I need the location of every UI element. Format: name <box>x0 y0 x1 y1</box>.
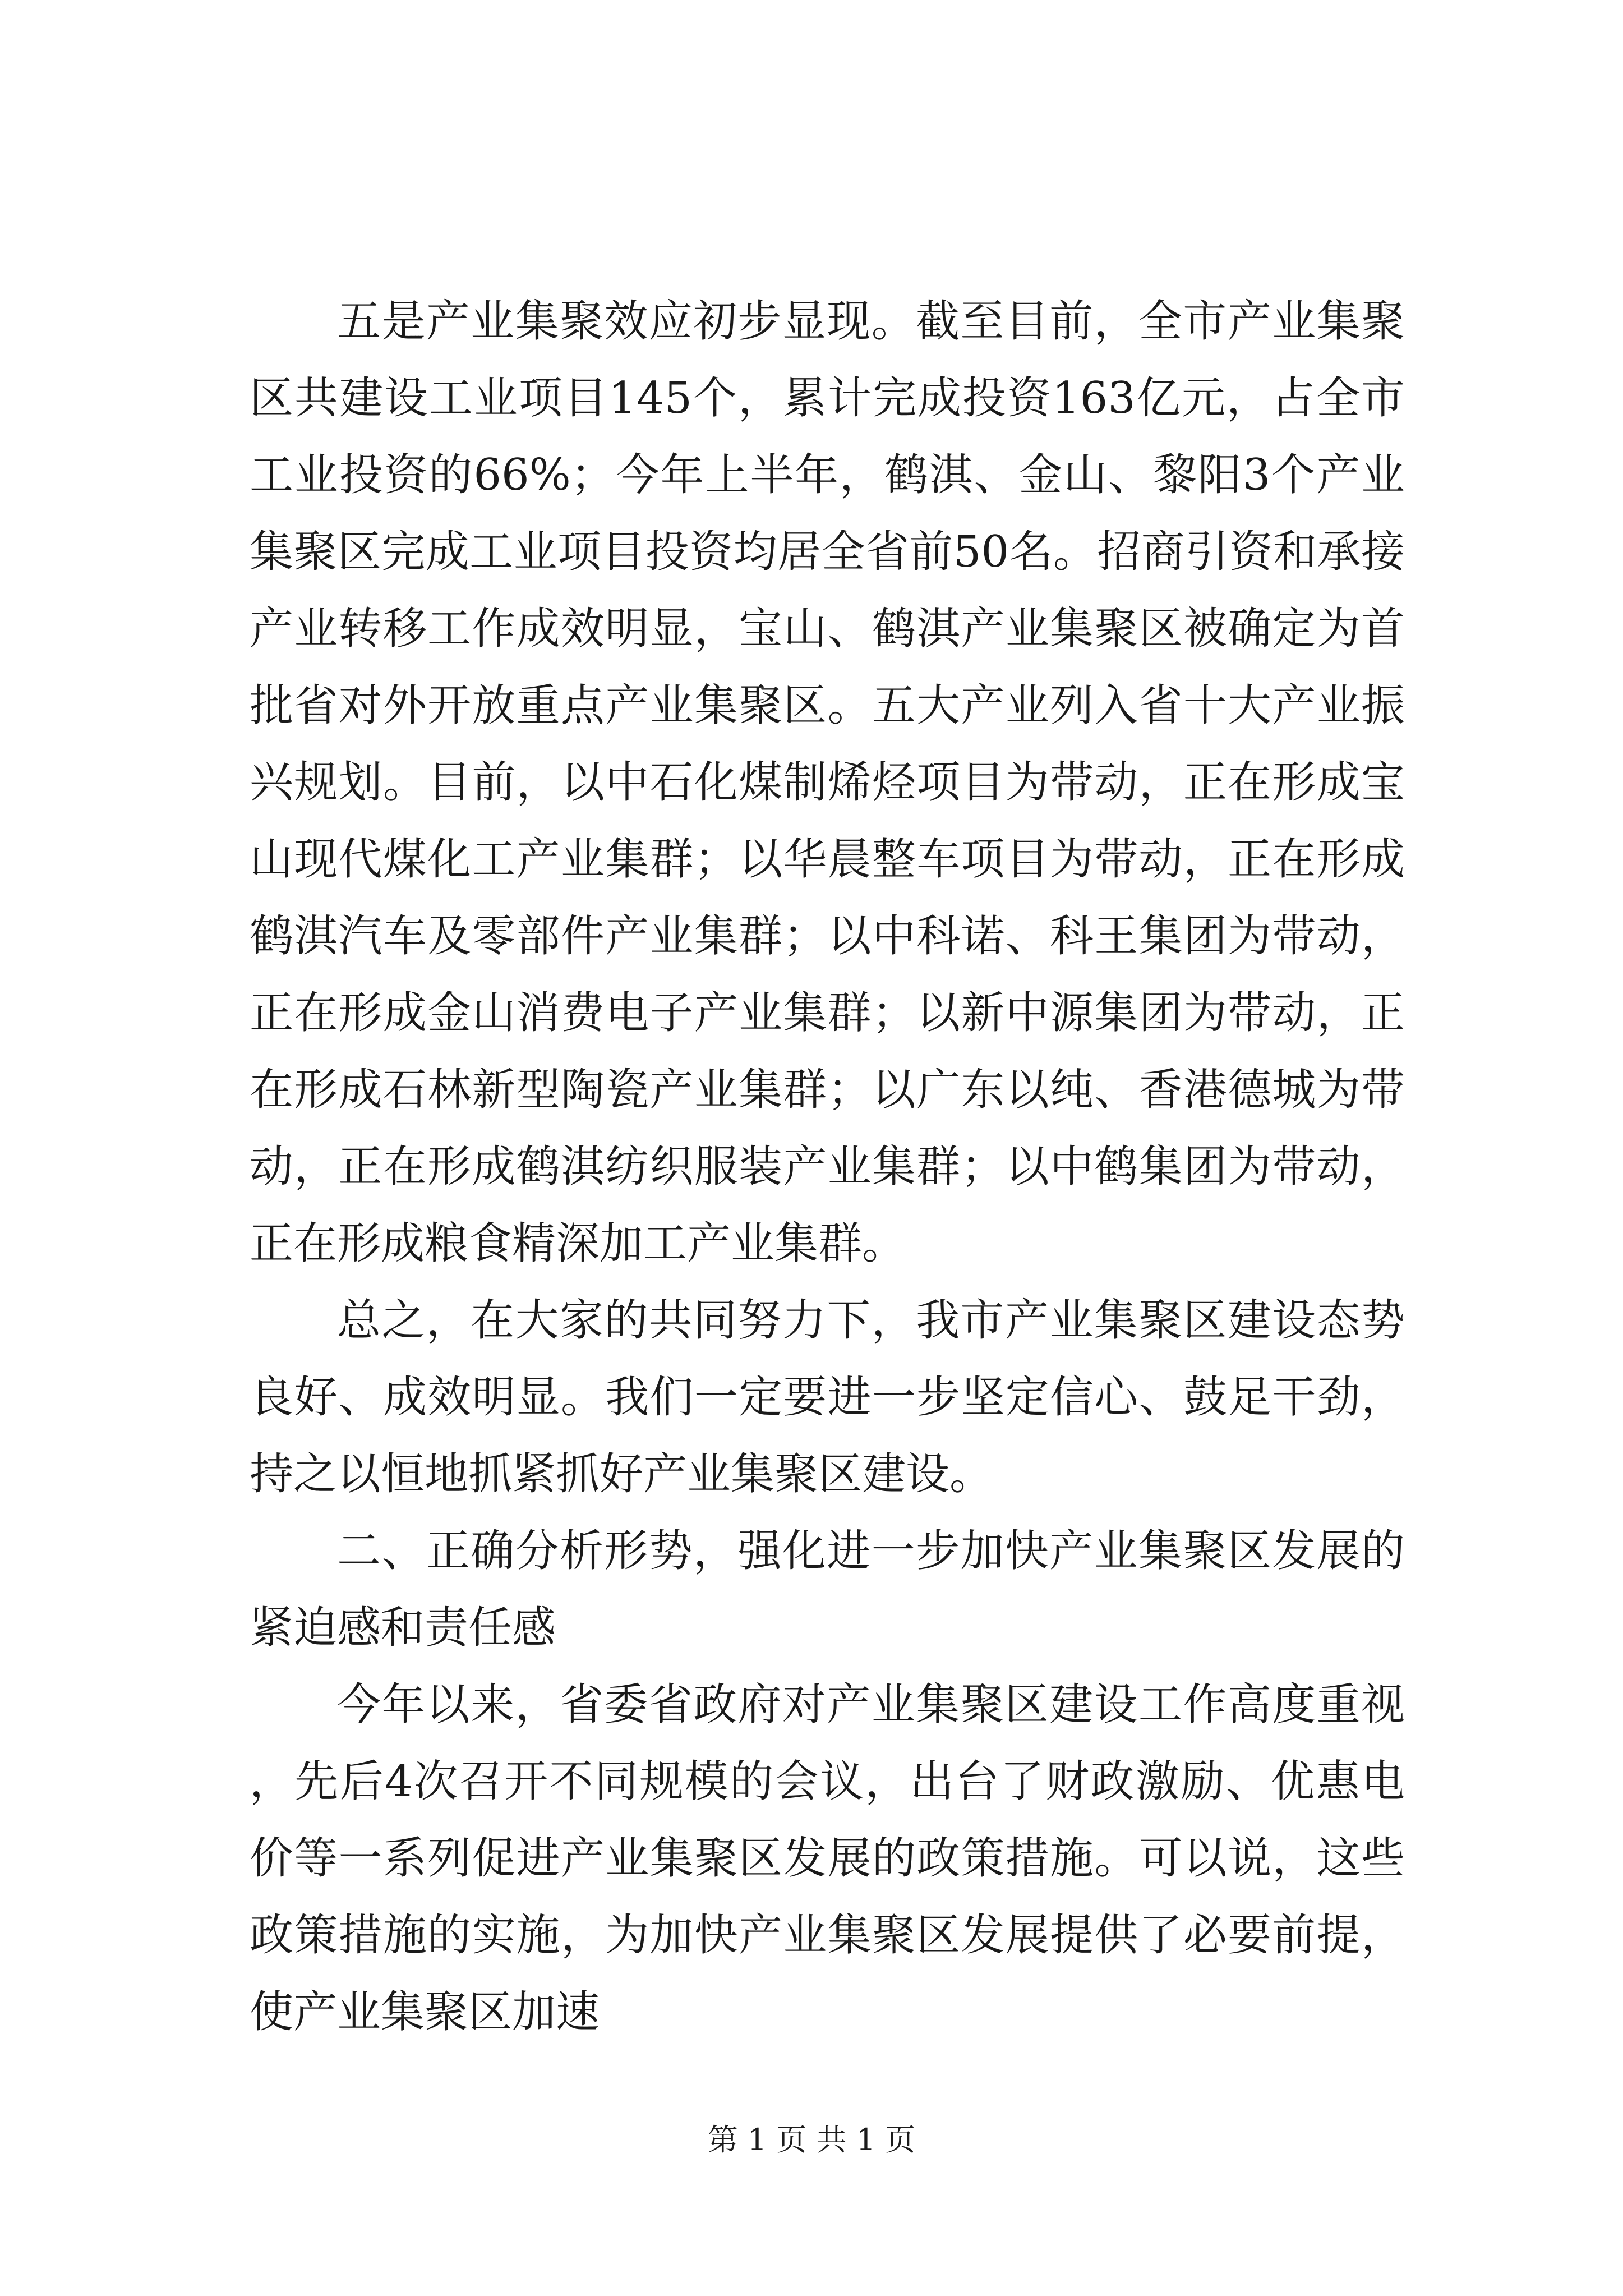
paragraph-summary: 总之，在大家的共同努力下，我市产业集聚区建设态势良好、成效明显。我们一定要进一步坚定信心、鼓足干劲，持之以恒地抓紧抓好产业集聚区建设。 <box>250 1295 1405 1499</box>
paragraph-industrial-cluster-effect: 五是产业集聚效应初步显现。截至目前，全市产业集聚区共建设工业项目145个，累计完成投资163亿元，占全市工业投资的66%；今年上半年，鹤淇、金山、黎阳3个产业集聚区完成工业项目投资均居全省前50名。招商引资和承接产业转移工作成效明显，宝山、鹤淇产业集聚区被确定为首批省对外开放重点产业集聚区。五大产业列入省十大产业振兴规划。目前，以中石化煤制烯烃项目为带动，正在形成宝山现代煤化工产业集群；以华晨整车项目为带动，正在形成鹤淇汽车及零部件产业集群；以中科诺、科王集团为带动，正在形成金山消费电子产业集群；以新中源集团为带动，正在形成石林新型陶瓷产业集群；以广东以纯、香港德城为带动，正在形成鹤淇纺织服装产业集群；以中鹤集团为带动，正在形成粮食精深加工产业集群。 <box>250 296 1405 1269</box>
page-number-footer: 第 1 页 共 1 页 <box>707 2122 916 2157</box>
document-body <box>250 283 1405 2051</box>
paragraph-provincial-policy: 今年以来，省委省政府对产业集聚区建设工作高度重视，先后4次召开不同规模的会议，出台了财政激励、优惠电价等一系列促进产业集聚区发展的政策措施。可以说，这些政策措施的实施，为加快产业集聚区发展提供了必要前提，使产业集聚区加速 <box>250 1680 1405 2037</box>
section-heading-analyze-situation: 二、正确分析形势，强化进一步加快产业集聚区发展的紧迫感和责任感 <box>250 1526 1405 1653</box>
